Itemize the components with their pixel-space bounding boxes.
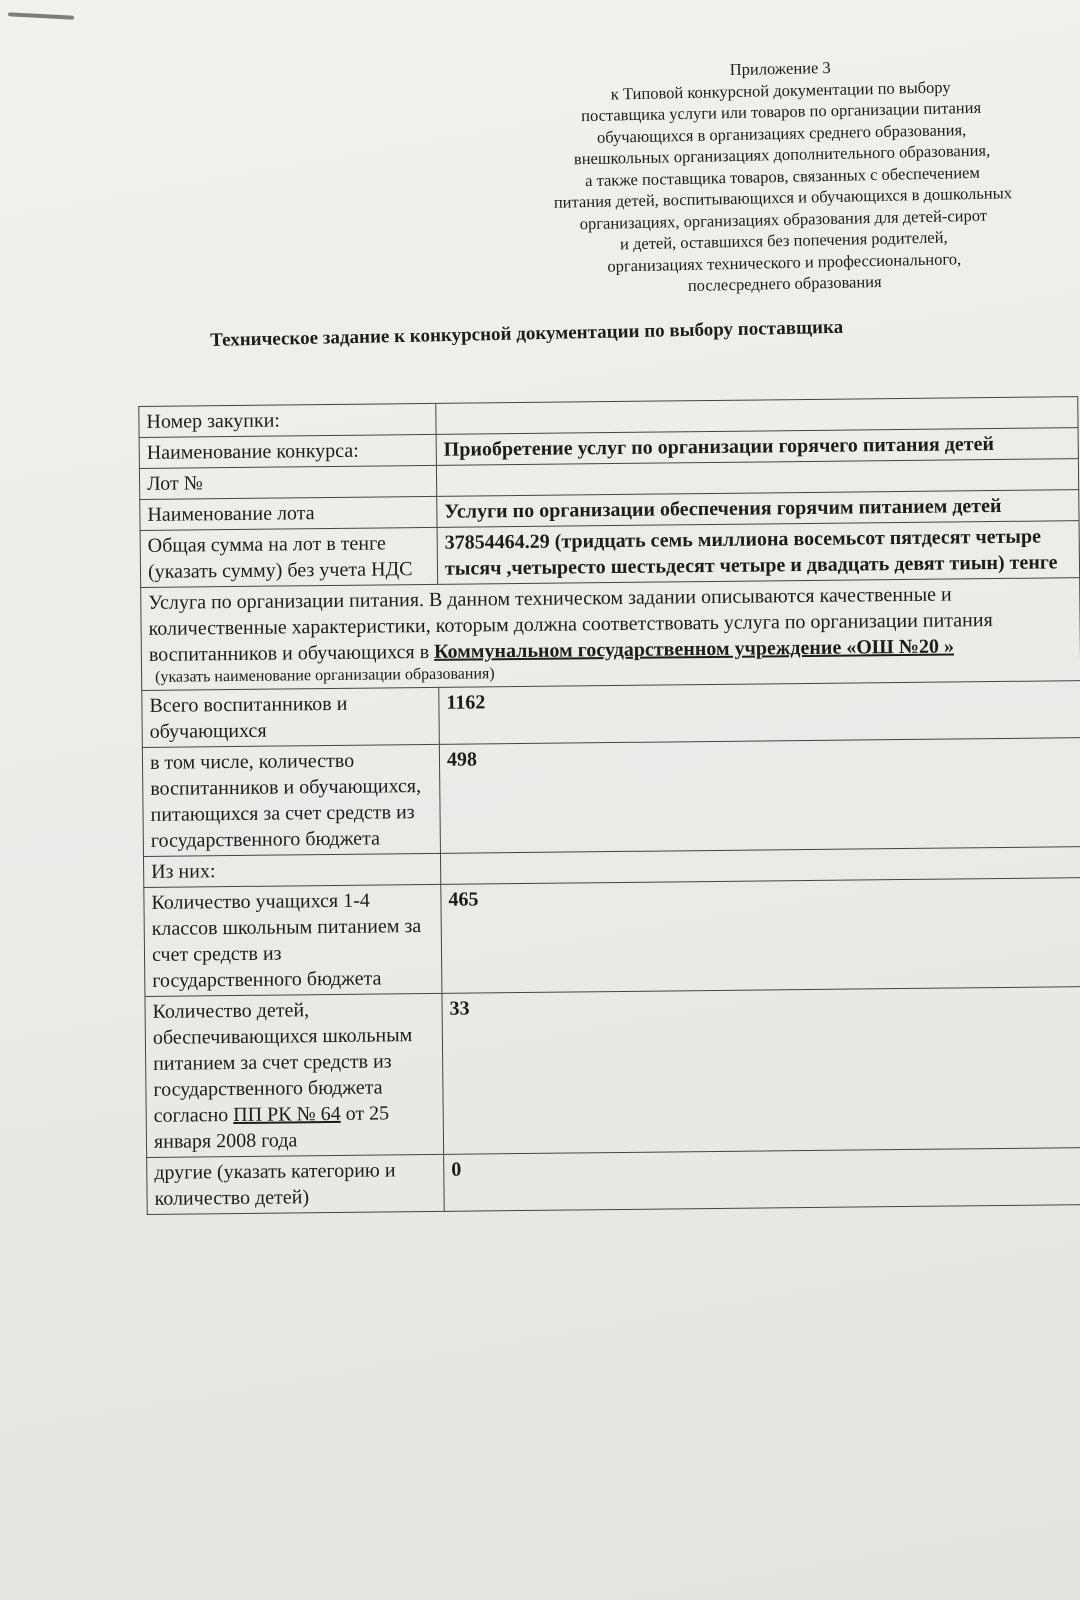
header-line: поставщика услуги или товаров по организации питания	[580, 97, 982, 126]
table-row	[147, 1148, 1080, 1215]
of-them-label: Из них:	[143, 853, 440, 887]
header-line: организациях, организациях образования для детей-сирот	[579, 205, 988, 233]
service-description	[141, 578, 1080, 691]
others-label: другие (указать категорию и количество детей)	[147, 1154, 445, 1214]
total-students-label: Всего воспитанников и обучающихся	[142, 687, 440, 747]
table-row	[142, 681, 1080, 748]
lot-name-label: Наименование лота	[140, 496, 437, 530]
header-line: Приложение 3	[729, 57, 831, 80]
grades-1-4-value: 465	[441, 878, 1080, 994]
spec-table-wrap	[138, 370, 1080, 1215]
header-line: и детей, оставшихся без попечения родителей,	[619, 227, 948, 254]
header-line: питания детей, воспитывающихся и обучающихся в дошкольных	[553, 183, 1013, 212]
organization-note: (указать наименование организации образования)	[155, 665, 495, 686]
document-title: Техническое задание к конкурсной документации по выбору поставщика	[210, 316, 844, 351]
lot-number-label: Лот №	[139, 465, 436, 499]
staple-mark	[8, 12, 74, 19]
table-row	[141, 578, 1080, 691]
header-line: обучающихся в организациях среднего образования,	[596, 119, 967, 147]
table-row	[145, 987, 1080, 1158]
budget-students-label: в том числе, количество воспитанников и обучающихся, питающихся за счет средств из государственного бюджета	[142, 744, 440, 856]
header-line: а также поставщика товаров, связанных с обеспечением	[584, 162, 981, 190]
tender-name-label: Наименование конкурса:	[139, 434, 436, 468]
budget-students-value: 498	[439, 738, 1080, 854]
grades-1-4-label: Количество учащихся 1-4 классов школьным питанием за счет средств из государственного бюджета	[144, 884, 442, 996]
table-row	[144, 878, 1080, 997]
tender-name-value: Приобретение услуг по организации горячего питания детей	[436, 428, 1078, 466]
decree-children-label	[145, 993, 444, 1157]
table-row	[142, 738, 1080, 857]
purchase-number-label: Номер закупки:	[139, 403, 436, 437]
header-line: к Типовой конкурсной документации по выбору	[610, 76, 951, 104]
lot-sum-value: 37854464.29 (тридцать семь миллиона восемьсот пятдесят четыре тысяч ,четыресто шестьдесят четыре и двадцать девят тиын) тенге	[437, 521, 1080, 585]
spec-table	[138, 370, 1080, 1215]
header-line: внешкольных организациях дополнительного образования,	[573, 140, 991, 169]
appendix-header	[500, 52, 1065, 300]
description-text: Услуга по организации питания. В данном техническом задании описываются качественные и количественные характеристики, которым должна соответствовать услуга по организации питания воспитанников и обучающихся в	[148, 583, 993, 666]
header-line: организациях технического и профессионального,	[607, 248, 962, 276]
lot-sum-label: Общая сумма на лот в тенге (указать сумму) без учета НДС	[140, 527, 438, 587]
decree-label-before: Количество детей, обеспечивающихся школьным питанием за счет средств из государственного бюджета согласно	[152, 999, 413, 1127]
others-value: 0	[444, 1148, 1080, 1212]
decree-children-value: 33	[442, 987, 1080, 1155]
table-row	[140, 521, 1080, 588]
organization-name: Коммунальном государственном учреждение «ОШ №20 »	[433, 635, 954, 663]
lot-name-value: Услуги по организации обеспечения горячим питанием детей	[437, 490, 1079, 528]
decree-label-after: от 25 января 2008 года	[153, 1102, 390, 1153]
total-students-value: 1162	[439, 681, 1080, 745]
header-line: послесреднего образования	[687, 271, 882, 295]
decree-reference: ПП РК № 64	[233, 1102, 341, 1127]
